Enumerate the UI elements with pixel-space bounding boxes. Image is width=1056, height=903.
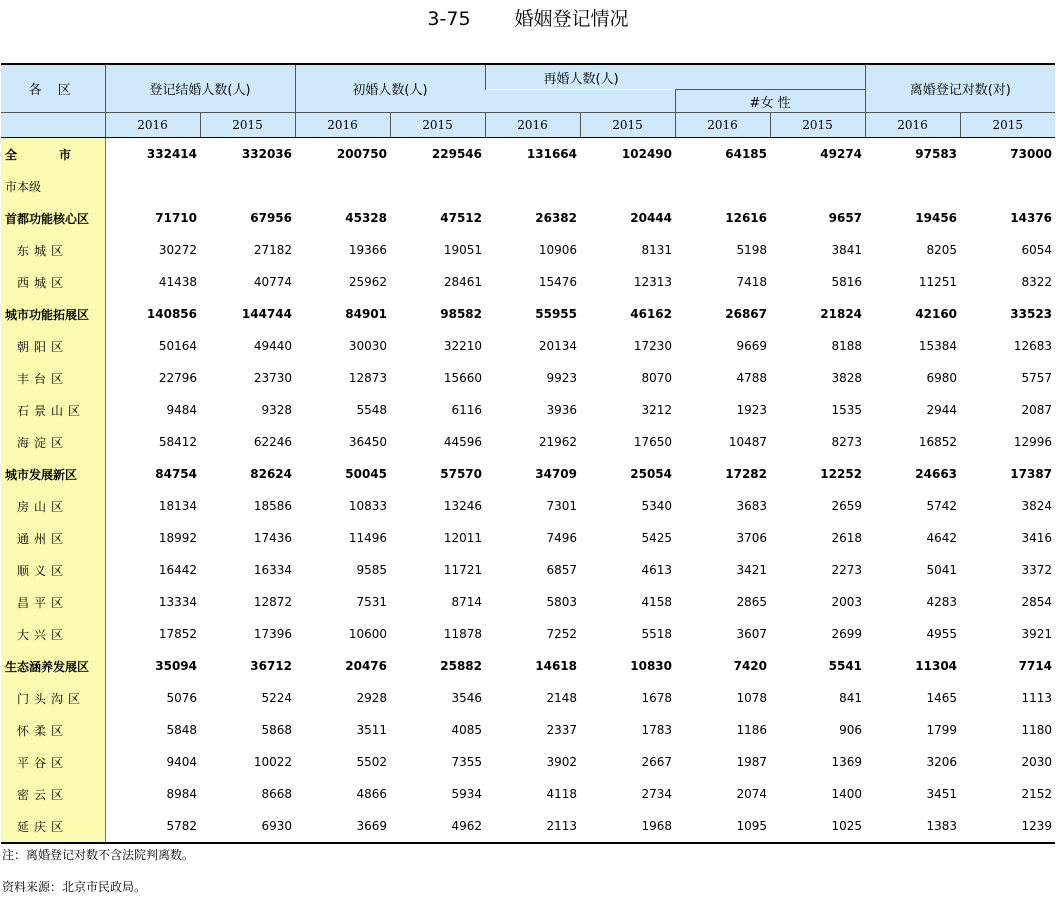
table-cell: 200750 — [336, 147, 387, 161]
table-cell: 47512 — [440, 211, 482, 225]
year-header: 2015 — [200, 113, 295, 138]
year-header: 2015 — [390, 113, 485, 138]
group-header-remarriages — [485, 64, 865, 90]
table-cell: 15476 — [538, 275, 577, 289]
table-row — [1, 682, 1055, 714]
table-cell: 40774 — [253, 275, 292, 289]
year-spacer — [1, 113, 105, 138]
table-cell: 12616 — [725, 211, 767, 225]
table-cell: 12996 — [1013, 435, 1053, 449]
table-cell: 10906 — [538, 243, 577, 257]
table-cell: 57570 — [440, 467, 482, 481]
table-row — [1, 586, 1055, 618]
table-cell: 4158 — [641, 595, 672, 609]
table-cell: 5757 — [1021, 371, 1053, 385]
table-cell: 14618 — [535, 659, 577, 673]
table-cell: 67956 — [250, 211, 292, 225]
table-cell — [390, 170, 485, 202]
table-cell — [960, 170, 1055, 202]
table-cell: 42160 — [915, 307, 958, 321]
table-cell: 6930 — [200, 810, 295, 843]
table-cell: 44596 — [443, 435, 482, 449]
table-cell: 1678 — [641, 691, 672, 705]
table-cell: 41438 — [158, 275, 197, 289]
table-cell: 33523 — [1010, 307, 1053, 321]
table-cell: 7420 — [733, 659, 767, 673]
table-cell: 3936 — [546, 403, 577, 417]
table-cell: 1535 — [831, 403, 863, 417]
table-cell: 10600 — [348, 627, 387, 641]
table-cell: 49440 — [253, 339, 292, 353]
table-cell — [580, 170, 675, 202]
table-cell: 5224 — [261, 691, 292, 705]
table-cell: 9657 — [828, 211, 863, 225]
row-area-label: 市本级 — [1, 170, 105, 202]
table-cell: 45328 — [345, 211, 387, 225]
table-cell: 12011 — [443, 531, 482, 545]
table-cell: 13246 — [443, 499, 482, 513]
table-cell: 82624 — [250, 467, 292, 481]
table-cell: 22796 — [158, 371, 197, 385]
table-cell: 5934 — [451, 787, 482, 801]
table-cell: 4642 — [926, 531, 958, 545]
table-cell: 19456 — [915, 211, 958, 225]
table-cell: 3421 — [736, 563, 767, 577]
table-cell: 11721 — [443, 563, 482, 577]
row-area-label: 朝阳区 — [1, 330, 105, 362]
table-row — [1, 522, 1055, 554]
table-cell: 5518 — [641, 627, 672, 641]
table-cell: 25962 — [348, 275, 387, 289]
table-cell: 13334 — [158, 595, 197, 609]
table-cell: 2618 — [831, 531, 863, 545]
table-cell: 1113 — [1021, 691, 1053, 705]
row-area-label: 延庆区 — [1, 810, 105, 843]
table-cell: 1239 — [960, 810, 1055, 843]
table-row — [1, 490, 1055, 522]
table-cell: 11878 — [443, 627, 482, 641]
table-cell: 3546 — [451, 691, 482, 705]
table-cell: 8273 — [831, 435, 863, 449]
table-cell: 20444 — [630, 211, 672, 225]
table-cell: 2273 — [831, 563, 863, 577]
table-cell: 5742 — [926, 499, 958, 513]
table-cell: 18586 — [253, 499, 292, 513]
table-cell: 5502 — [356, 755, 387, 769]
table-cell: 19366 — [348, 243, 387, 257]
table-cell: 8131 — [641, 243, 672, 257]
table-row — [1, 330, 1055, 362]
table-cell: 2667 — [641, 755, 672, 769]
table-cell: 12683 — [1013, 339, 1053, 353]
table-cell: 5076 — [166, 691, 197, 705]
area-label-part: 市 — [59, 147, 72, 162]
row-area-label: 门头沟区 — [1, 682, 105, 714]
row-area-label: 通州区 — [1, 522, 105, 554]
table-cell: 16334 — [253, 563, 292, 577]
group-header-divorces: 离婚登记对数(对) — [865, 64, 1055, 113]
table-row — [1, 554, 1055, 586]
table-cell: 1078 — [736, 691, 767, 705]
year-header: 2015 — [770, 113, 865, 138]
table-cell: 3511 — [356, 723, 387, 737]
table-row — [1, 618, 1055, 650]
table-cell: 18992 — [158, 531, 197, 545]
year-header: 2015 — [580, 113, 675, 138]
table-cell — [675, 170, 770, 202]
table-cell: 9923 — [546, 371, 577, 385]
table-cell: 6054 — [1021, 243, 1053, 257]
table-cell: 8205 — [926, 243, 958, 257]
row-area-label: 石景山区 — [1, 394, 105, 426]
table-cell: 1968 — [580, 810, 675, 843]
year-header: 2016 — [485, 113, 580, 138]
table-cell: 18134 — [158, 499, 197, 513]
table-row — [1, 138, 1055, 171]
table-cell: 7418 — [736, 275, 767, 289]
table-cell: 6980 — [926, 371, 958, 385]
table-cell: 2030 — [1021, 755, 1053, 769]
table-cell: 98582 — [440, 307, 482, 321]
table-cell: 35094 — [155, 659, 197, 673]
row-area-label: 首都功能核心区 — [1, 202, 105, 234]
row-area-label: 城市功能拓展区 — [1, 298, 105, 330]
table-cell: 3902 — [546, 755, 577, 769]
table-cell: 4283 — [926, 595, 958, 609]
row-area-label: 丰台区 — [1, 362, 105, 394]
table-cell: 4962 — [390, 810, 485, 843]
table-cell: 24663 — [915, 467, 958, 481]
table-cell: 8984 — [166, 787, 197, 801]
table-cell: 2928 — [356, 691, 387, 705]
table-cell: 5868 — [261, 723, 292, 737]
table-cell: 2087 — [1021, 403, 1053, 417]
table-cell — [770, 170, 865, 202]
table-cell: 19051 — [443, 243, 482, 257]
table-row — [1, 650, 1055, 682]
table-cell: 1799 — [926, 723, 958, 737]
table-cell: 11496 — [348, 531, 387, 545]
table-cell: 58412 — [158, 435, 197, 449]
table-row — [1, 298, 1055, 330]
marriage-registration-table — [1, 63, 1055, 844]
table-row — [1, 362, 1055, 394]
table-cell: 36450 — [348, 435, 387, 449]
table-cell: 4613 — [641, 563, 672, 577]
table-cell: 23730 — [253, 371, 292, 385]
table-cell: 1025 — [770, 810, 865, 843]
table-cell: 5425 — [641, 531, 672, 545]
table-cell: 2865 — [736, 595, 767, 609]
table-cell: 1180 — [1021, 723, 1053, 737]
table-cell: 2337 — [546, 723, 577, 737]
table-cell — [105, 170, 200, 202]
table-cell: 71710 — [155, 211, 197, 225]
table-cell: 8668 — [261, 787, 292, 801]
table-cell: 7301 — [546, 499, 577, 513]
table-cell: 5340 — [641, 499, 672, 513]
table-cell: 3706 — [736, 531, 767, 545]
table-cell: 1400 — [831, 787, 863, 801]
table-cell: 1383 — [865, 810, 960, 843]
table-cell: 841 — [839, 691, 863, 705]
table-cell: 2734 — [641, 787, 672, 801]
table-cell: 20476 — [345, 659, 387, 673]
table-cell: 4866 — [356, 787, 387, 801]
table-title: 婚姻登记情况 — [514, 8, 629, 30]
table-cell: 30272 — [158, 243, 197, 257]
table-cell: 25882 — [440, 659, 482, 673]
table-cell: 1987 — [736, 755, 767, 769]
table-cell: 17230 — [633, 339, 672, 353]
table-cell: 9404 — [166, 755, 197, 769]
table-row — [1, 714, 1055, 746]
table-cell: 16852 — [918, 435, 958, 449]
table-cell: 5541 — [828, 659, 863, 673]
source-note: 资料来源：北京市民政局。 — [2, 880, 147, 894]
table-cell — [200, 170, 295, 202]
group-header-marriages: 登记结婚人数(人) — [105, 64, 295, 113]
table-cell: 30030 — [348, 339, 387, 353]
table-cell: 49274 — [820, 147, 863, 161]
year-header: 2016 — [105, 113, 200, 138]
row-area-label: 怀柔区 — [1, 714, 105, 746]
row-area-label: 密云区 — [1, 778, 105, 810]
table-cell: 3372 — [1021, 563, 1053, 577]
table-cell: 5816 — [831, 275, 863, 289]
table-row — [1, 746, 1055, 778]
table-cell: 5803 — [546, 595, 577, 609]
page-title — [0, 6, 1056, 32]
table-cell: 7355 — [451, 755, 482, 769]
table-cell: 14376 — [1010, 211, 1053, 225]
table-cell: 21962 — [538, 435, 577, 449]
table-cell: 1923 — [736, 403, 767, 417]
row-area-label: 大兴区 — [1, 618, 105, 650]
table-cell: 3416 — [1021, 531, 1053, 545]
table-cell: 97583 — [915, 147, 958, 161]
table-row — [1, 394, 1055, 426]
table-cell: 3451 — [926, 787, 958, 801]
table-cell: 26867 — [725, 307, 767, 321]
table-cell: 4118 — [546, 787, 577, 801]
table-cell: 229546 — [431, 147, 482, 161]
row-area-label: 昌平区 — [1, 586, 105, 618]
table-cell: 50045 — [345, 467, 387, 481]
remarriage-spacer — [485, 90, 675, 113]
table-cell: 2659 — [831, 499, 863, 513]
table-cell: 17852 — [158, 627, 197, 641]
year-header: 2016 — [295, 113, 390, 138]
table-cell: 1186 — [736, 723, 767, 737]
table-cell: 5548 — [356, 403, 387, 417]
table-cell: 17650 — [633, 435, 672, 449]
table-cell: 17282 — [725, 467, 767, 481]
group-header-first-marriages: 初婚人数(人) — [295, 64, 485, 113]
table-cell: 2944 — [926, 403, 958, 417]
year-header: 2016 — [675, 113, 770, 138]
table-cell: 34709 — [535, 467, 577, 481]
table-cell: 1783 — [641, 723, 672, 737]
row-area-label — [1, 138, 105, 171]
table-cell: 73000 — [1010, 147, 1053, 161]
table-cell: 84754 — [155, 467, 197, 481]
table-cell: 50164 — [158, 339, 197, 353]
table-row — [1, 202, 1055, 234]
footnote: 注：离婚登记对数不含法院判离数。 — [2, 848, 195, 862]
table-cell: 6116 — [451, 403, 482, 417]
table-cell: 8714 — [451, 595, 482, 609]
table-cell: 32210 — [443, 339, 482, 353]
table-row — [1, 266, 1055, 298]
table-cell: 9328 — [261, 403, 292, 417]
table-cell: 7714 — [1018, 659, 1053, 673]
table-cell: 15660 — [443, 371, 482, 385]
group-header-female: #女 性 — [675, 90, 865, 113]
table-cell: 144744 — [241, 307, 292, 321]
table-cell: 7496 — [546, 531, 577, 545]
table-cell: 8070 — [641, 371, 672, 385]
table-cell: 62246 — [253, 435, 292, 449]
table-cell: 9669 — [736, 339, 767, 353]
row-area-label: 海淀区 — [1, 426, 105, 458]
row-area-label: 东城区 — [1, 234, 105, 266]
table-cell: 1095 — [675, 810, 770, 843]
table-cell — [295, 170, 390, 202]
table-cell: 8322 — [1021, 275, 1053, 289]
row-area-label: 城市发展新区 — [1, 458, 105, 490]
table-cell — [865, 170, 960, 202]
table-cell: 332036 — [241, 147, 292, 161]
area-label-part: 全 — [5, 147, 18, 162]
remarriage-label: 再婚人数(人) — [543, 71, 619, 87]
table-cell: 3607 — [736, 627, 767, 641]
table-cell: 11251 — [918, 275, 958, 289]
table-cell: 3206 — [926, 755, 958, 769]
table-cell: 12873 — [348, 371, 387, 385]
table-cell: 4788 — [736, 371, 767, 385]
table-cell — [485, 170, 580, 202]
table-cell: 4955 — [926, 627, 958, 641]
table-cell: 84901 — [345, 307, 387, 321]
table-cell: 12252 — [820, 467, 863, 481]
table-cell: 3921 — [1021, 627, 1053, 641]
table-cell: 3212 — [641, 403, 672, 417]
table-cell: 11304 — [915, 659, 958, 673]
table-cell: 55955 — [535, 307, 577, 321]
table-cell: 25054 — [630, 467, 672, 481]
table-cell: 36712 — [250, 659, 292, 673]
table-cell: 10830 — [630, 659, 672, 673]
table-cell: 4085 — [451, 723, 482, 737]
table-cell: 1369 — [831, 755, 863, 769]
table-cell: 332414 — [146, 147, 197, 161]
table-cell: 12872 — [253, 595, 292, 609]
table-cell: 2113 — [485, 810, 580, 843]
table-cell: 6857 — [546, 563, 577, 577]
area-column-header: 各 区 — [1, 64, 105, 113]
table-cell: 17436 — [253, 531, 292, 545]
table-cell: 2148 — [546, 691, 577, 705]
table-row — [1, 234, 1055, 266]
table-cell: 10022 — [253, 755, 292, 769]
table-cell: 3683 — [736, 499, 767, 513]
table-cell: 3669 — [295, 810, 390, 843]
row-area-label: 房山区 — [1, 490, 105, 522]
year-header: 2015 — [960, 113, 1055, 138]
table-cell: 5782 — [105, 810, 200, 843]
table-cell: 7252 — [546, 627, 577, 641]
row-area-label: 西城区 — [1, 266, 105, 298]
table-cell: 7531 — [356, 595, 387, 609]
row-area-label: 生态涵养发展区 — [1, 650, 105, 682]
table-cell: 64185 — [725, 147, 767, 161]
table-cell: 5848 — [166, 723, 197, 737]
table-row — [1, 426, 1055, 458]
table-cell: 21824 — [820, 307, 863, 321]
table-cell: 2699 — [831, 627, 863, 641]
table-cell: 140856 — [146, 307, 197, 321]
table-cell: 8188 — [831, 339, 863, 353]
table-cell: 10487 — [728, 435, 767, 449]
table-cell: 3841 — [831, 243, 863, 257]
table-cell: 17387 — [1010, 467, 1053, 481]
table-cell: 10833 — [348, 499, 387, 513]
year-header: 2016 — [865, 113, 960, 138]
table-cell: 28461 — [443, 275, 482, 289]
table-cell: 5198 — [736, 243, 767, 257]
table-cell: 3828 — [831, 371, 863, 385]
table-cell: 131664 — [526, 147, 577, 161]
table-cell: 16442 — [158, 563, 197, 577]
table-cell: 26382 — [535, 211, 577, 225]
table-cell: 906 — [839, 723, 863, 737]
table-cell: 1465 — [926, 691, 958, 705]
table-number: 3-75 — [427, 8, 471, 30]
table-cell: 12313 — [633, 275, 672, 289]
row-area-label: 平谷区 — [1, 746, 105, 778]
table-cell: 102490 — [621, 147, 672, 161]
table-cell: 20134 — [538, 339, 577, 353]
table-cell: 2003 — [831, 595, 863, 609]
table-cell: 9585 — [356, 563, 387, 577]
table-row — [1, 810, 1055, 843]
table-cell: 46162 — [630, 307, 672, 321]
table-row — [1, 458, 1055, 490]
table-row — [1, 778, 1055, 810]
table-row — [1, 170, 1055, 202]
table-cell: 2152 — [1021, 787, 1053, 801]
table-cell: 9484 — [166, 403, 197, 417]
table-cell: 15384 — [918, 339, 958, 353]
row-area-label: 顺义区 — [1, 554, 105, 586]
table-cell: 2074 — [736, 787, 767, 801]
table-cell: 3824 — [1021, 499, 1053, 513]
table-cell: 2854 — [1021, 595, 1053, 609]
table-cell: 5041 — [926, 563, 958, 577]
table-cell: 17396 — [253, 627, 292, 641]
table-cell: 27182 — [253, 243, 292, 257]
